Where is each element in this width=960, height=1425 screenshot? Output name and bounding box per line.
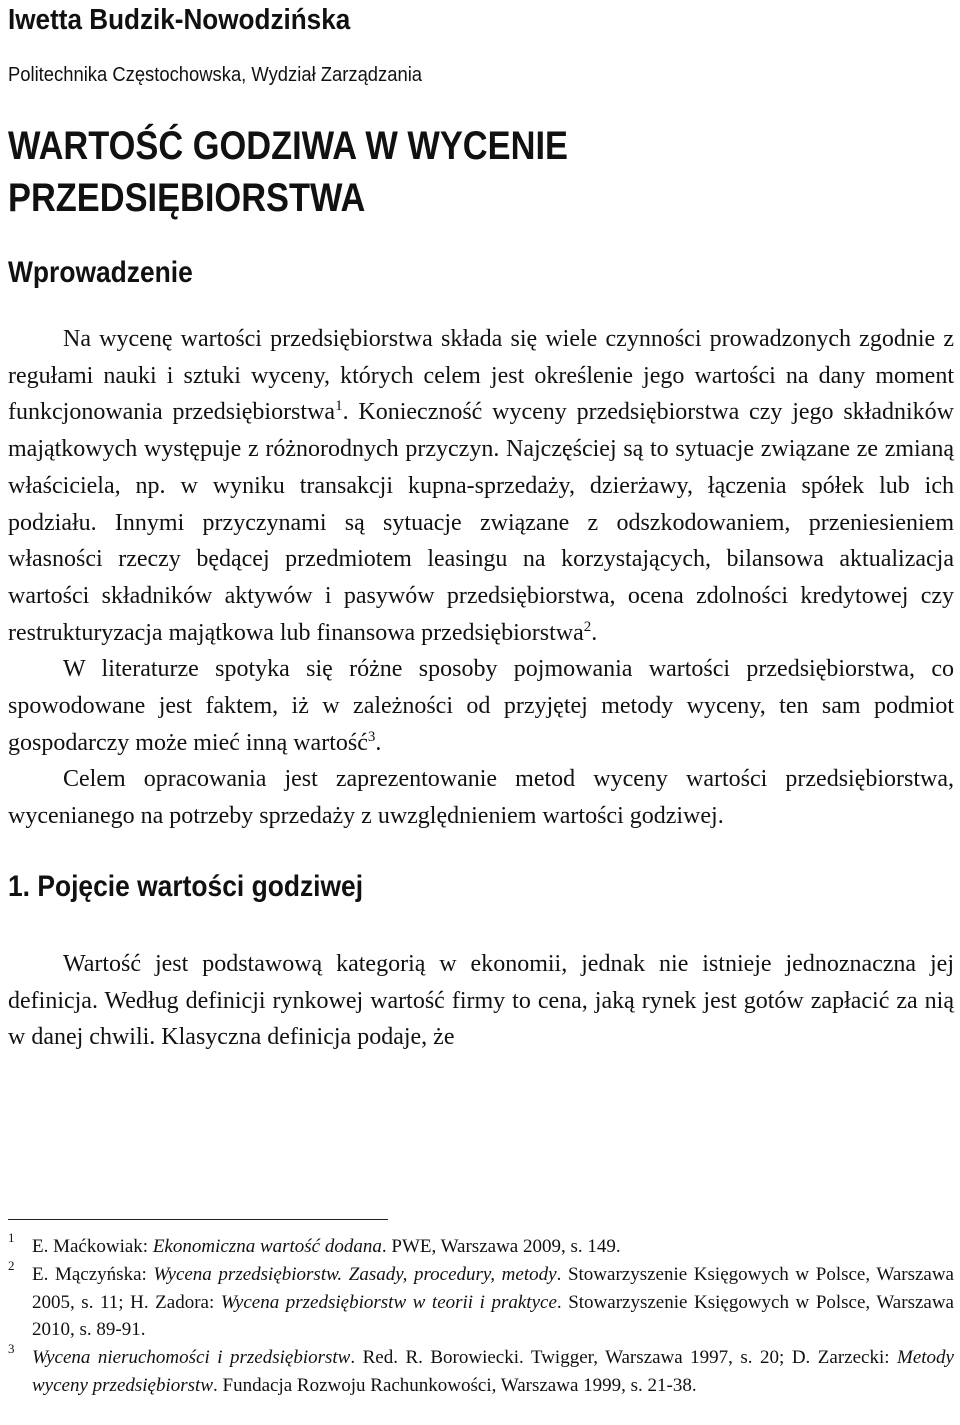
author-name: Iwetta Budzik-Nowodzińska <box>8 4 351 36</box>
footnote-publication: . Red. R. Borowiecki. Twigger, Warszawa 1997, s. 20; D. Zarzecki: <box>350 1347 898 1369</box>
footnote-ref-2[interactable]: 2 <box>583 618 592 635</box>
footnote-author: E. Mączyńska: <box>32 1263 154 1285</box>
section1-paragraph-1: Wartość jest podstawową kategorią w ekonomii, jednak nie istnieje jednoznaczna jej definicja. Według definicji rynkowej wartość firmy to cena, jaką rynek jest gotów zapłacić za nią w danej chwili. Klasyczna definicja podaje, że <box>8 950 954 1051</box>
footnote-number: 3 <box>8 1341 15 1357</box>
intro-p2-text-a: W literaturze spotyka się różne sposoby pojmowania wartości przedsiębiorstwa, co spowodowane jest faktem, iż w zależności od przyjętej metody wyceny, ten sam podmiot gospodarczy może mieć inną wartość <box>8 656 954 756</box>
footnote-work-title: Wycena przedsiębiorstw. Zasady, procedury, metody <box>153 1263 557 1285</box>
intro-p2-text-b: . <box>375 729 382 756</box>
intro-p1-text-c: . <box>591 619 598 646</box>
section-heading-intro: Wprowadzenie <box>8 256 193 289</box>
author-affiliation: Politechnika Częstochowska, Wydział Zarządzania <box>8 64 423 86</box>
section-heading-1: 1. Pojęcie wartości godziwej <box>8 869 364 903</box>
paper-title-line-2: PRZEDSIĘBIORSTWA <box>8 176 366 220</box>
footnotes <box>8 1230 954 1400</box>
footnote-publication-2: . Fundacja Rozwoju Rachunkowości, Warszawa 1999, s. 21-38. <box>213 1374 697 1396</box>
footnote-author: E. Maćkowiak: <box>32 1236 153 1257</box>
footnote-work-title: Wycena nieruchomości i przedsiębiorstw <box>32 1347 351 1369</box>
footnote-work-title-2: Wycena przedsiębiorstw w teorii i praktyce <box>220 1291 557 1313</box>
footnote-1 <box>8 1230 954 1261</box>
footnote-separator <box>8 1219 388 1220</box>
footnote-number: 2 <box>8 1257 15 1273</box>
footnote-2 <box>8 1257 954 1344</box>
footnote-number: 1 <box>8 1230 15 1245</box>
intro-paragraph-3: Celem opracowania jest zaprezentowanie metod wyceny wartości przedsiębiorstwa, wycenianego na potrzeby sprzedaży z uwzględnieniem wartości godziwej. <box>8 766 954 830</box>
footnote-work-title-2: Metody wyceny przedsiębiorstw <box>32 1347 954 1396</box>
footnote-publication-2: . Stowarzyszenie Księgowych w Polsce, Warszawa 2010, s. 89-91. <box>32 1291 954 1341</box>
footnote-publication: . PWE, Warszawa 2009, s. 149. <box>381 1236 621 1257</box>
paper-title-line-1: WARTOŚĆ GODZIWA W WYCENIE <box>8 124 568 168</box>
footnote-ref-3[interactable]: 3 <box>367 728 376 745</box>
footnote-work-title: Ekonomiczna wartość dodana <box>152 1236 382 1257</box>
intro-paragraph-2 <box>8 651 954 761</box>
footnote-ref-1[interactable]: 1 <box>335 398 343 415</box>
paper-title <box>8 120 822 224</box>
footnote-publication: . Stowarzyszenie Księgowych w Polsce, Warszawa 2005, s. 11; H. Zadora: <box>32 1263 954 1313</box>
intro-p1-text-b: . Konieczność wyceny przedsiębiorstwa czy jego składników majątkowych występuje z różnorodnych przyczyn. Najczęściej są to sytuacje związane ze zmianą właściciela, np. w wyniku transakcji kupna-sprzedaży, dzierżawy, łączenia spółek lub ich podziału. Innymi przyczynami są sytuacje związane z odszkodowaniem, przeniesieniem własności rzeczy będącej przedmiotem leasingu na korzystających, bilansowa aktualizacja wartości składników aktywów i pasywów przedsiębiorstwa, ocena zdolności kredytowej czy restrukturyzacja majątkowa lub finansowa przedsiębiorstwa <box>8 399 954 646</box>
document-page <box>8 0 954 1056</box>
intro-paragraph-1 <box>8 321 954 651</box>
intro-p1-text-a: Na wycenę wartości przedsiębiorstwa składa się wiele czynności prowadzonych zgodnie z regułami nauki i sztuki wyceny, których celem jest określenie jego wartości na dany moment funkcjonowania przedsiębiorstwa <box>8 326 954 426</box>
footnote-3 <box>8 1341 954 1400</box>
